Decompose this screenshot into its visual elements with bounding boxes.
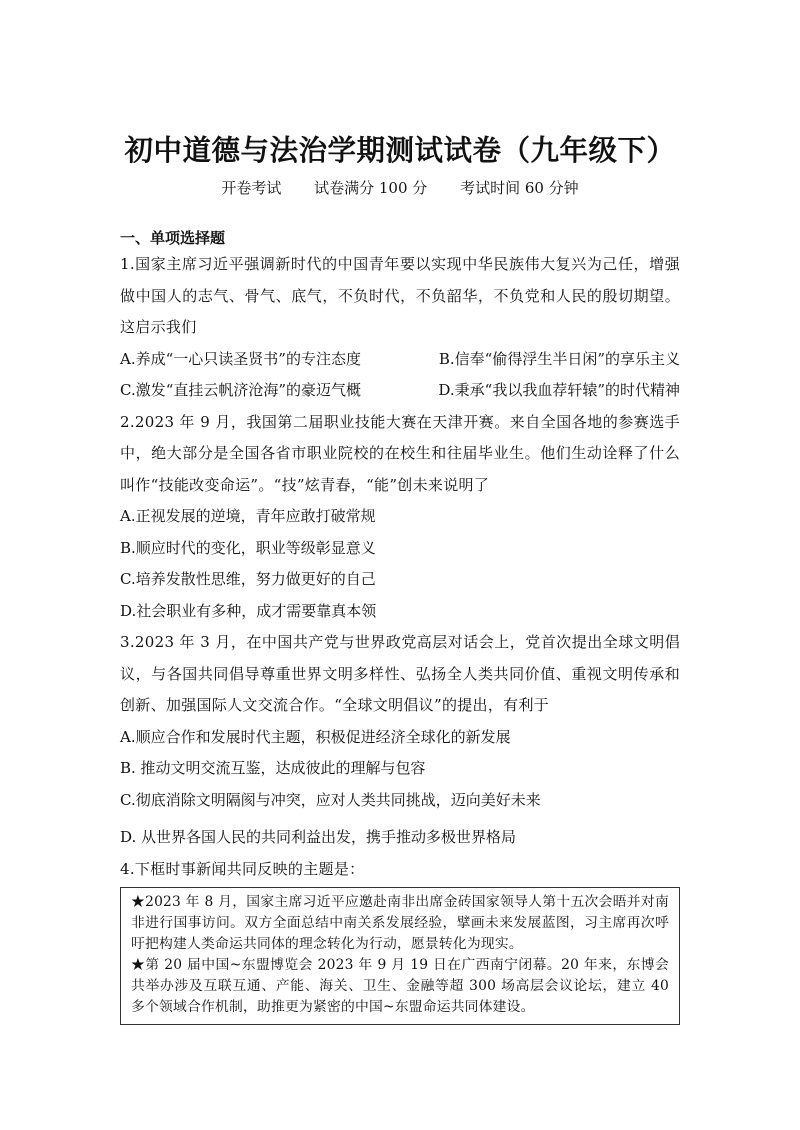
question-1-options-row-2 [120,375,680,407]
question-2-option-c: C.培养发散性思维，努力做更好的自己 [120,570,376,588]
question-2-option-a: A.正视发展的逆境，青年应敢打破常规 [120,507,376,525]
question-1-option-c: C.激发“直挂云帆济沧海”的豪迈气概 [120,381,362,399]
question-1-stem: 1.国家主席习近平强调新时代的中国青年要以实现中华民族伟大复兴为己任，增强做中国人的志气、骨气、底气，不负时代，不负韶华，不负党和人民的殷切期望。这启示我们 [120,255,680,336]
question-4-stem: 4.下框时事新闻共同反映的主题是： [120,859,365,878]
exam-duration: 考试时间 60 分钟 [460,179,579,197]
question-1 [120,249,680,407]
question-1-option-b: B.信奉“偷得浮生半日闲”的享乐主义 [438,349,680,368]
question-3-option-b: B. 推动文明交流互鉴，达成彼此的理解与包容 [120,759,426,777]
question-2 [120,407,680,628]
question-1-options-row-1 [120,344,680,376]
exam-title: 初中道德与法治学期测试试卷（九年级下） [124,134,676,167]
section-heading: 一、单项选择题 [120,229,226,247]
news-item-2: ★第 20 届中国~东盟博览会 2023 年 9 月 19 日在广西南宁闭幕。20 年来，东博会共举办涉及互联互通、产能、海关、卫生、金融等超 300 场高层会议论坛，建立 40 多个领域合作机制，助推更为紧密的中国~东盟命运共同体建设。 [131,957,669,1015]
full-score: 试卷满分 100 分 [314,179,428,197]
question-3-stem: 3.2023 年 3 月，在中国共产党与世界政党高层对话会上，党首次提出全球文明倡议，与各国共同倡导尊重世界文明多样性、弘扬全人类共同价值、重视文明传承和创新、加强国际人文交流合作。“全球文明倡议”的提出，有利于 [120,633,680,714]
question-3 [120,627,680,854]
question-3-option-a: A.顺应合作和发展时代主题，积极促进经济全球化的新发展 [120,727,511,746]
question-2-option-d: D.社会职业有多种，成才需要靠真本领 [120,601,377,620]
question-1-option-d: D.秉承“我以我血荐轩辕”的时代精神 [438,381,680,399]
question-4 [120,854,680,1026]
news-item-1: ★2023 年 8 月，国家主席习近平应邀赴南非出席金砖国家领导人第十五次会晤并对南非进行国事访问。双方全面总结中南关系发展经验，擘画未来发展蓝图，习主席再次呼吁把构建人类命运共同体的理念转化为行动，愿景转化为现实。 [131,894,669,952]
exam-type: 开卷考试 [221,179,282,197]
question-2-stem: 2.2023 年 9 月，我国第二届职业技能大赛在天津开赛。来自全国各地的参赛选手中，绝大部分是全国各省市职业院校的在校生和往届毕业生。他们生动诠释了什么叫作“技能改变命运”。“技”炫青春，“能”创未来说明了 [120,412,680,494]
question-1-option-a: A.养成“一心只读圣贤书”的专注态度 [120,349,361,368]
question-3-option-d: D. 从世界各国人民的共同利益出发，携手推动多极世界格局 [120,828,517,846]
question-2-option-b: B.顺应时代的变化，职业等级彰显意义 [120,538,376,557]
exam-meta [120,177,680,199]
news-box [120,887,680,1025]
question-3-option-c: C.彻底消除文明隔阂与冲突，应对人类共同挑战，迈向美好未来 [120,790,541,809]
